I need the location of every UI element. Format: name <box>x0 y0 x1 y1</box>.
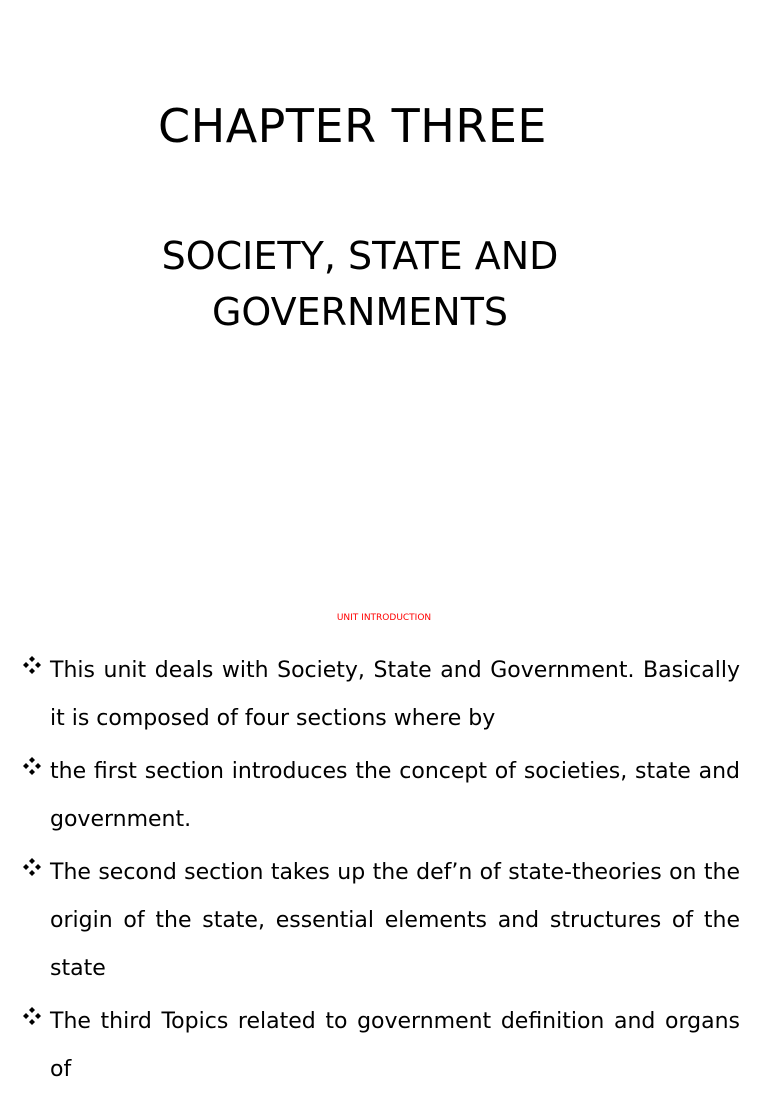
bullet-text: This unit deals with Society, State and Government. Basically it is composed of four sections where by <box>50 658 740 731</box>
bullet-item <box>22 849 740 993</box>
unit-introduction-heading: UNIT INTRODUCTION <box>336 613 432 623</box>
diamond-quad-bullet-icon <box>22 1006 42 1026</box>
slide-subtitle <box>100 228 620 340</box>
bullet-item <box>22 998 740 1094</box>
subtitle-line-2: GOVERNMENTS <box>211 290 509 334</box>
bullet-list <box>22 647 740 1099</box>
diamond-quad-bullet-icon <box>22 756 42 776</box>
bullet-text: The second section takes up the def’n of state-theories on the origin of the state, essential elements and structures of the state <box>50 860 740 981</box>
diamond-quad-bullet-icon <box>22 655 42 675</box>
subtitle-line-1: SOCIETY, STATE AND <box>161 234 559 278</box>
bullet-text: The third Topics related to government definition and organs of <box>50 1009 740 1082</box>
bullet-item <box>22 647 740 743</box>
bullet-item <box>22 748 740 844</box>
chapter-title: CHAPTER THREE <box>158 99 547 153</box>
diamond-quad-bullet-icon <box>22 857 42 877</box>
bullet-text: the first section introduces the concept of societies, state and government. <box>50 759 740 832</box>
